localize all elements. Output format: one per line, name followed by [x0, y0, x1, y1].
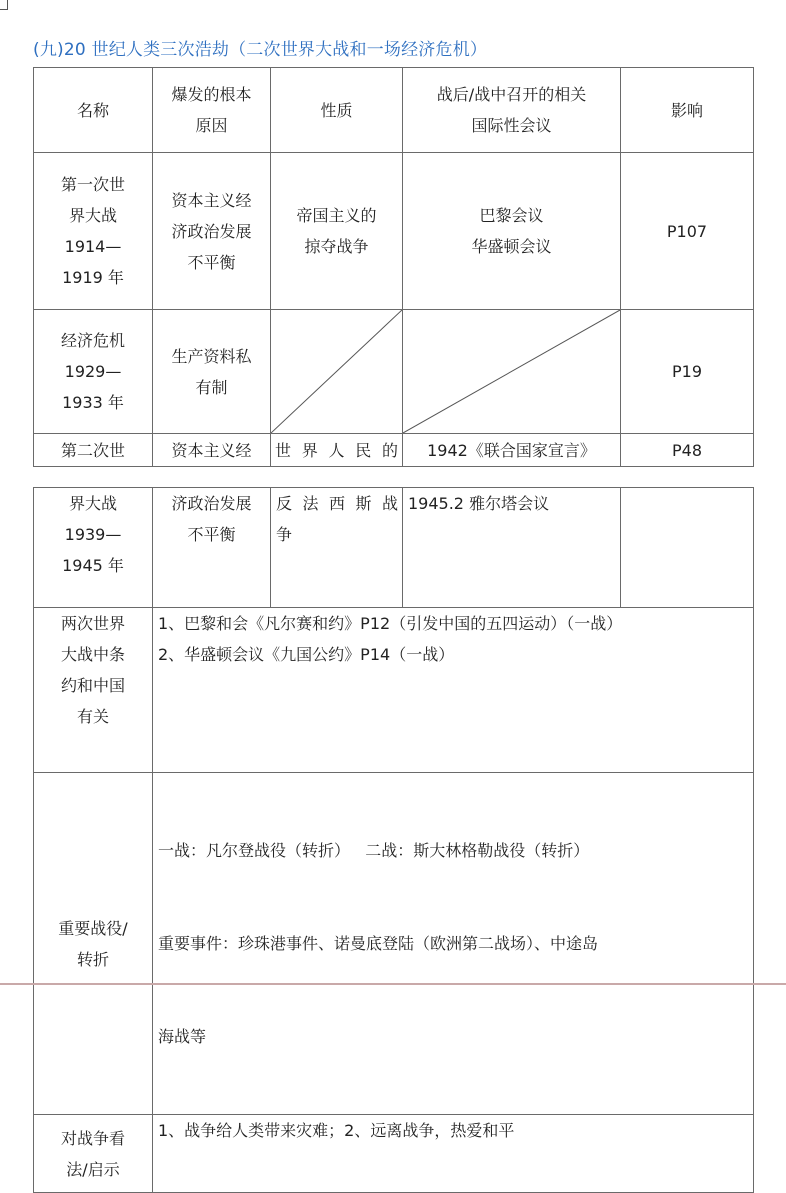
ww2-name-part-2: 界大战 1939— 1945 年 — [34, 488, 153, 608]
diagonal-slash-line — [271, 310, 402, 433]
battles-label: 重要战役/ 转折 — [34, 773, 153, 1115]
section-heading: (九)20 世纪人类三次浩劫（二次世界大战和一场经济危机） — [33, 40, 488, 60]
crisis-meetings-empty — [403, 310, 621, 434]
table-row-ww1 — [34, 153, 754, 310]
ww2-cause-part-1: 资本主义经 — [153, 434, 271, 467]
ww2-impact: P48 — [621, 434, 754, 467]
page-corner-mark — [0, 0, 8, 10]
treaties-content: 1、巴黎和会《凡尔赛和约》P12（引发中国的五四运动）（一战） 2、华盛顿会议《九国公约》P14（一战） — [153, 608, 754, 773]
comparison-table-part-2 — [33, 487, 754, 1193]
header-cause: 爆发的根本 原因 — [153, 68, 271, 153]
ww1-meetings: 巴黎会议 华盛顿会议 — [403, 153, 621, 310]
table-row-ww2-bottom — [34, 488, 754, 608]
diagonal-slash-line — [403, 310, 620, 433]
table-header-row — [34, 68, 754, 153]
ww2-nature-part-2: 反法西斯战 争 — [271, 488, 403, 608]
ww1-cause: 资本主义经 济政治发展 不平衡 — [153, 153, 271, 310]
ww2-meeting-1942: 1942《联合国家宣言》 — [403, 434, 621, 467]
crisis-cause: 生产资料私 有制 — [153, 310, 271, 434]
page-bottom-rule — [0, 983, 786, 985]
header-nature: 性质 — [271, 68, 403, 153]
ww2-cause-part-2: 济政治发展 不平衡 — [153, 488, 271, 608]
ww1-impact: P107 — [621, 153, 754, 310]
views-content: 1、战争给人类带来灾难；2、远离战争，热爱和平 — [153, 1115, 754, 1193]
header-name: 名称 — [34, 68, 153, 153]
crisis-impact: P19 — [621, 310, 754, 434]
crisis-nature-empty — [271, 310, 403, 434]
ww2-name-part-1: 第二次世 — [34, 434, 153, 467]
table-row-battles — [34, 773, 754, 1115]
ww1-name: 第一次世 界大战 1914— 1919 年 — [34, 153, 153, 310]
table-row-crisis — [34, 310, 754, 434]
ww1-nature: 帝国主义的 掠夺战争 — [271, 153, 403, 310]
table-row-treaties — [34, 608, 754, 773]
battles-content: 一战：凡尔登战役（转折） 二战：斯大林格勒战役（转折） 重要事件：珍珠港事件、诺曼底登陆（欧洲第二战场）、中途岛 海战等 — [153, 773, 754, 1115]
ww2-impact-cont — [621, 488, 754, 608]
ww2-meeting-1945: 1945.2 雅尔塔会议 — [403, 488, 621, 608]
comparison-table-part-1 — [33, 67, 754, 467]
header-impact: 影响 — [621, 68, 754, 153]
table-row-views — [34, 1115, 754, 1193]
treaties-label: 两次世界 大战中条 约和中国 有关 — [34, 608, 153, 773]
table-row-ww2-top — [34, 434, 754, 467]
crisis-name: 经济危机 1929— 1933 年 — [34, 310, 153, 434]
header-meetings: 战后/战中召开的相关 国际性会议 — [403, 68, 621, 153]
ww2-nature-part-1: 世界人民的 — [271, 434, 403, 467]
views-label: 对战争看 法/启示 — [34, 1115, 153, 1193]
